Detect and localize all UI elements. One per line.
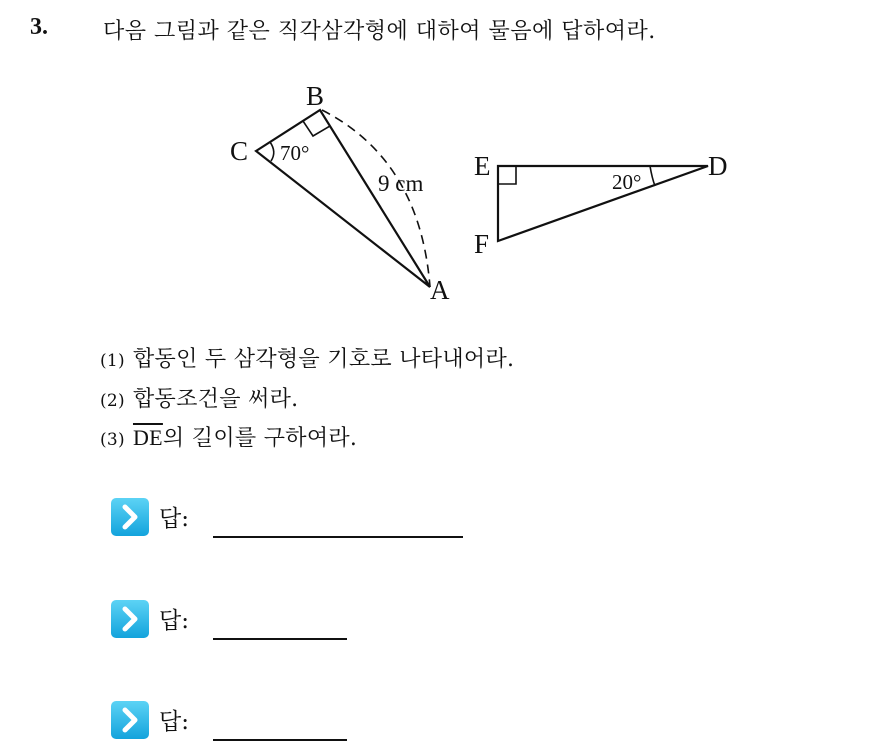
- question-number: 3.: [30, 14, 48, 40]
- answer-blank-2[interactable]: [213, 638, 347, 640]
- label-e: E: [474, 151, 491, 181]
- chevron-right-icon: [111, 498, 149, 536]
- label-d: D: [708, 151, 728, 181]
- label-c: C: [230, 136, 249, 166]
- chevron-right-icon: [111, 600, 149, 638]
- length-ab-label: 9 cm: [378, 171, 424, 196]
- question-text: 다음 그림과 같은 직각삼각형에 대하여 물음에 답하여라.: [103, 19, 656, 44]
- sub-question-number: (2): [100, 391, 125, 411]
- sub-question-text: 의 길이를 구하여라.: [162, 426, 358, 451]
- sub-question-text: 합동조건을 써라.: [132, 387, 299, 412]
- sub-question-2: [100, 382, 298, 413]
- sub-question-3: [100, 421, 357, 452]
- angle-c-label: 70°: [280, 141, 310, 165]
- answer-blank-3[interactable]: [213, 739, 347, 741]
- sub-question-1: [100, 342, 514, 373]
- sub-question-number: (3): [100, 430, 125, 450]
- answer-label: 답:: [159, 709, 189, 735]
- right-angle-mark-b: [303, 121, 330, 136]
- segment-de: $\overline{DE}$: [132, 425, 163, 450]
- angle-arc-c: [270, 142, 274, 161]
- triangle-def: [498, 166, 708, 241]
- triangle-figure: [0, 0, 884, 330]
- sub-question-number: (1): [100, 351, 125, 371]
- sub-question-text: 합동인 두 삼각형을 기호로 나타내어라.: [132, 347, 515, 372]
- answer-label: 답:: [159, 608, 189, 634]
- angle-d-label: 20°: [612, 170, 642, 194]
- angle-arc-d: [650, 166, 655, 186]
- label-b: B: [306, 81, 325, 111]
- right-angle-mark-e: [498, 166, 516, 184]
- chevron-right-icon: [111, 701, 149, 739]
- triangle-abc: [256, 110, 430, 287]
- answer-label: 답:: [159, 506, 189, 532]
- answer-blank-1[interactable]: [213, 536, 463, 538]
- label-f: F: [474, 229, 490, 259]
- label-a: A: [430, 275, 450, 305]
